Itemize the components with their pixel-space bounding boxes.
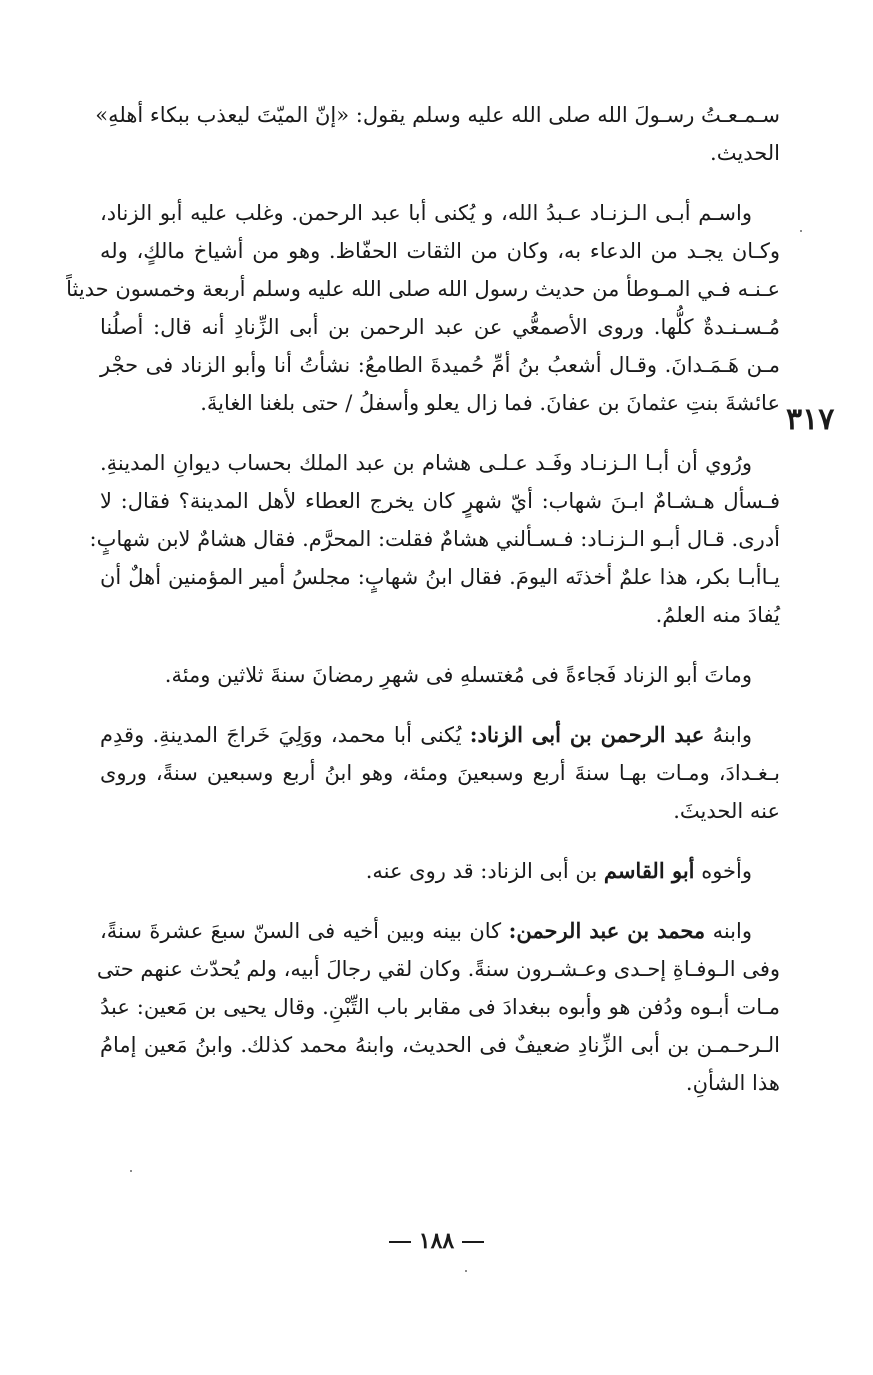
text-line: مـات أبـوه ودُفن هو وأبوه ببغدادَ فى مقابر باب التِّبْنِ. وقال يحيى بن مَعين: عبدُ <box>100 995 780 1019</box>
text-line: يـاأبـا بكر، هذا علمٌ أخذتَه اليومَ. فقال ابنُ شهابٍ: مجلسُ أمير المؤمنين أهلٌ أن <box>100 565 780 589</box>
text-line: الحديث. <box>710 141 780 165</box>
text-line: مُـسـنـدةٌ كلُّها. وروى الأصمعُّي عن عبد الرحمن بن أبى الزِّنادِ أنه قال: أصلُنا <box>100 315 780 339</box>
text-line: أدرى. قـال أبـو الـزنـاد: فـسـألني هشامٌ فقلت: المحرَّم. فقال هشامٌ لابن شهابٍ: <box>89 527 780 551</box>
page-number-text: ١٨٨ <box>418 1228 455 1254</box>
paragraph-3 <box>89 444 780 634</box>
text-line: وابنهُ عبد الرحمن بن أبى الزناد: يُكنى أبا محمد، ووَلِيَ خَراجَ المدينةِ. وقدِم <box>100 722 752 747</box>
paragraph-7 <box>96 912 780 1102</box>
paragraph-2 <box>66 194 780 422</box>
text-line: الـرحـمـن بن أبى الزِّنادِ ضعيفٌ فى الحديث، وابنهُ محمد كذلك. وابنُ مَعين إمامُ <box>100 1033 780 1057</box>
paragraph-1 <box>95 96 780 172</box>
dash-decoration <box>389 1241 411 1243</box>
margin-page-reference: ٣١٧ <box>786 402 835 437</box>
text-line: وأخوه أبو القاسم بن أبى الزناد: قد روى عنه. <box>365 858 752 883</box>
document-body <box>66 96 780 1124</box>
text-line: عنه الحديثَ. <box>673 799 780 823</box>
paragraph-5 <box>100 716 780 830</box>
text-line: هذا الشأنِ. <box>685 1071 780 1095</box>
page-number <box>0 1228 873 1254</box>
text-line: عـنـه فـي المـوطأ من حديث رسول الله صلى الله عليه وسلم أربعة وخمسون حديثاً <box>66 277 780 301</box>
paragraph-4 <box>100 656 780 694</box>
text-line: يُفادَ منه العلمُ. <box>655 603 780 627</box>
text-line: واسـم أبـى الـزنـاد عـبدُ الله، و يُكنى أبا عبد الرحمن. وغلب عليه أبو الزناد، <box>100 201 752 225</box>
text-line: وفى الـوفـاةِ إحـدى وعـشـرون سنةً. وكان لقي رجالَ أبيه، ولم يُحدّث عنهم حتى <box>96 957 780 981</box>
person-name: محمد بن عبد الرحمن: <box>508 918 706 943</box>
paper-speck <box>130 1170 132 1172</box>
paper-speck <box>465 1270 467 1272</box>
dash-decoration <box>462 1241 484 1243</box>
paper-speck <box>800 230 802 232</box>
text-line: فـسأل هـشـامٌ ابـنَ شهاب: أيّ شهرٍ كان يخرج العطاء لأهل المدينة؟ فقال: لا <box>100 489 780 513</box>
person-name: عبد الرحمن بن أبى الزناد: <box>469 722 705 747</box>
text-line: وماتَ أبو الزناد فَجاءةً فى مُغتسلهِ فى شهرِ رمضانَ سنةَ ثلاثين ومئة. <box>164 663 752 687</box>
text-line: بـغـدادَ، ومـات بهـا سنةَ أربع وسبعينَ ومئة، وهو ابنُ أربع وسبعين سنةً، وروى <box>100 761 780 785</box>
person-name: أبو القاسم <box>603 858 695 883</box>
paragraph-6 <box>100 852 780 890</box>
text-line: وكـان يجـد من الدعاء به، وكان من الثقات الحفّاظ. وهو من أشياخ مالكٍ، وله <box>100 239 780 263</box>
text-line: ورُوي أن أبـا الـزنـاد وفَـد عـلـى هشام بن عبد الملك بحساب ديوانِ المدينةِ. <box>100 451 752 475</box>
text-line: عائشةَ بنتِ عثمانَ بن عفانَ. فما زال يعلو وأسفلُ / حتى بلغنا الغايةَ. <box>200 391 780 415</box>
text-line: سـمـعـتُ رسـولَ الله صلى الله عليه وسلم يقول: «إنّ الميّتَ ليعذب ببكاء أهلهِ» <box>95 103 780 127</box>
text-line: وابنه محمد بن عبد الرحمن: كان بينه وبين أخيه فى السنّ سبعَ عشرةَ سنةً، <box>100 918 752 943</box>
text-line: مـن هَـمَـدانَ. وقـال أشعبُ بنُ أمِّ حُميدةَ الطامعُ: نشأتُ أنا وأبو الزناد فى حجْر <box>100 353 780 377</box>
